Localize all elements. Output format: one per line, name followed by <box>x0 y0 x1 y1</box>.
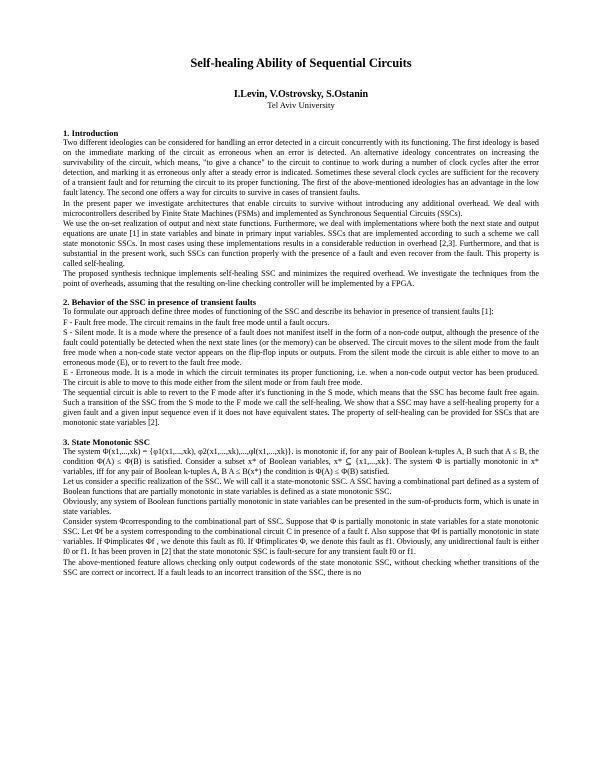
paper-authors: I.Levin, V.Ostrovsky, S.Ostanin <box>233 89 369 100</box>
paragraph: Obviously, any system of Boolean functions partially monotonic in state variables can be presented in the sum-of-products form, which is unate in state variables. <box>63 497 539 517</box>
paragraph-mode-e: E - Erroneous mode. It is a mode in which the circuit terminates its proper functioning, i.e. when a non-code output vector has been produced. The circuit is able to move to this mode either from the silent mode or from fault free mode. <box>63 367 539 388</box>
paragraph: Let us consider a specific realization of the SSC. We will call it a state-monotonic SSC. A SSC having a combinational part defined as a system of Boolean functions that are partially monotonic in state variables is defined as a state monotonic SSC. <box>63 476 539 496</box>
paragraph: In the present paper we investigate architectures that enable circuits to survive without introducing any additional overhead. We deal with microcontrollers described by Finite State Machines (FSMs) and implemented as Synchronous Sequential Circuits (SSCs). <box>63 198 539 218</box>
section-heading-state-monotonic: 3. State Monotonic SSC <box>63 436 150 447</box>
paper-page <box>63 50 539 578</box>
paragraph: Two different ideologies can be considered for handling an error detected in a circuit concurrently with its functioning. The first ideology is based on the immediate marking of the circuit as erroneous when an error is detected. An alternative ideology concentrates on increasing the survivability of the circuit, which means, "to give a chance" to the circuit to continue to work during a number of clock cycles after the error detection, and marking it as erroneous only after a steady error is indicated. Sometimes these several clock cycles are sufficient for the recovery of a transient fault and for returning the circuit to its proper functioning. The first of the above-mentioned ideologies has an advantage in the low fault latency. The second one offers a way for circuits to survive in cases of transient faults. <box>63 138 539 198</box>
paragraph-mode-s: S - Silent mode. It is a mode where the presence of a fault does not manifest itself in the form of a non-code output, although the presence of the fault could potentially be detected when the next state lines (or the memory) can be observed. The circuit moves to the silent mode from the fault free mode when a non-code state vector appears on the flip-flop inputs or outputs. From the silent mode the circuit is able either to move to an erroneous mode (E), or to revert to the fault free mode. <box>63 327 539 367</box>
paragraph: Consider system Φcorresponding to the combinational part of SSC. Suppose that Φ is partially monotonic in state variables for a state monotonic SSC. Let Φf be a system corresponding to the combinational circuit C in presence of a fault f. Also suppose that Φf is partially monotonic in state variables. If Φimplicates Φf , we denote this fault as f0. If Φfimplicates Φ, we denote this fault as f1. Obviously, any unidirectional fault is either f0 or f1. It has been proven in [2] that the state monotonic SSC is fault-secure for any transient fault f0 or f1. <box>63 517 539 557</box>
section-heading-introduction: 1. Introduction <box>63 128 119 138</box>
paragraph: To formulate our approach define three modes of functioning of the SSC and describe its behavior in presence of transient faults [1]: <box>63 307 494 317</box>
paragraph: The sequential circuit is able to revert to the F mode after it's functioning in the S mode, which means that the SSC has become fault free again. Such a transition of the SSC from the S mode to the F mode we call the self-healing. We show that a SSC may have a self-healing property for a given fault and a given input sequence even if it does not have equivalent states. The property of self-healing can be provided for SSCs that are monotonic state variables [2]. <box>63 388 539 428</box>
paper-title: Self-healing Ability of Sequential Circuits <box>190 56 412 70</box>
paragraph-mode-f: F - Fault free mode. The circuit remains in the fault free mode until a fault occurs. <box>63 317 330 327</box>
paragraph: The proposed synthesis technique implements self-healing SSC and minimizes the required overhead. We investigate the techniques from the point of overheads, assuming that the resulting on-line checking controller will be implemented by a FPGA. <box>63 269 539 289</box>
paragraph: We use the on-set realization of output and next state functions. Furthermore, we deal with implementations where both the next state and output equations are unate [1] in state variables and binate in primary input variables. SSCs that are implemented according to such a scheme we call state monotonic SSCs. In most cases using these implementations results in a considerable reduction in overhead [2,3]. Furthermore, and that is substantial in the present work, such SSCs can function properly with the presence of a fault and even recover from the fault. This property is called self-healing. <box>63 218 539 269</box>
section-heading-behavior: 2. Behavior of the SSC in presence of transient faults <box>63 297 257 308</box>
paper-affiliation: Tel Aviv University <box>267 100 335 110</box>
paragraph-definition: The system Φ(x1,...,xk) = {φ1(x1,...,xk), φ2(x1,...,xk),...,φl(x1,...,xk)}. is monotonic if, for any pair of Boolean k-tuples A, B such that A ≤ B, the condition Φ(A) ≤ Φ(B) is satisfied. Consider a subset x* of Boolean variables, x* ⊆ {x1,...,xk}. The system Φ is partially monotonic in x* variables, iff for any pair of Boolean k-tuples A, B A ≤ B(x*) the condition is Φ(A) ≤ Φ(B) satisfied. <box>63 446 539 476</box>
paragraph: The above-mentioned feature allows checking only output codewords of the state monotonic SSC, without checking whether transitions of the SSC are correct or incorrect. If a fault leads to an incorrect transition of the SSC, there is no <box>63 557 539 577</box>
